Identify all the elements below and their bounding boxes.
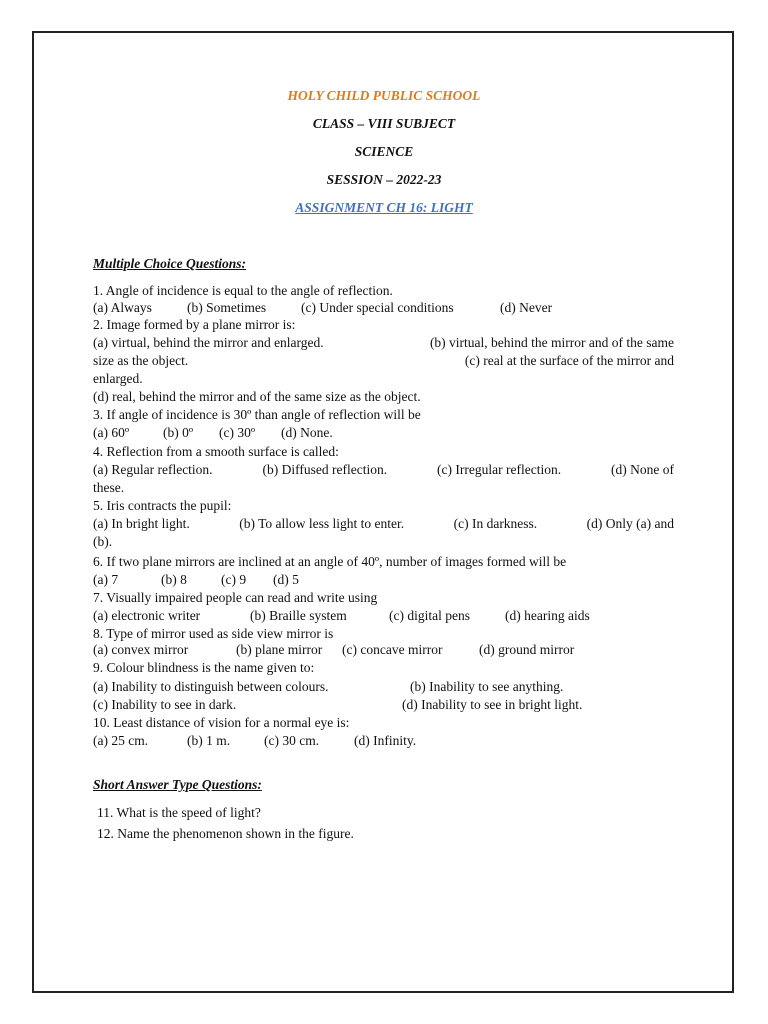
question-9: 9. Colour blindness is the name given to: bbox=[93, 660, 315, 675]
q1-option-a: (a) Always bbox=[93, 300, 152, 315]
q3-option-a: (a) 60º bbox=[93, 425, 130, 440]
q7-option-d: (d) hearing aids bbox=[505, 608, 590, 623]
q8-option-a: (a) convex mirror bbox=[93, 642, 189, 657]
q4-option-a: (a) Regular reflection. bbox=[93, 462, 213, 477]
school-name: HOLY CHILD PUBLIC SCHOOL bbox=[287, 88, 481, 103]
q5-option-d-cont: (b). bbox=[93, 534, 113, 549]
q3-option-b: (b) 0º bbox=[163, 425, 194, 440]
q4-option-d: (d) None of bbox=[611, 462, 674, 477]
q8-option-b: (b) plane mirror bbox=[236, 642, 323, 657]
q8-option-c: (c) concave mirror bbox=[342, 642, 443, 657]
q6-option-c: (c) 9 bbox=[221, 572, 247, 587]
q7-option-a: (a) electronic writer bbox=[93, 608, 201, 623]
q10-option-a: (a) 25 cm. bbox=[93, 733, 149, 748]
q10-option-d: (d) Infinity. bbox=[354, 733, 417, 748]
q7-option-c: (c) digital pens bbox=[389, 608, 470, 623]
question-7: 7. Visually impaired people can read and write using bbox=[93, 590, 378, 605]
question-5: 5. Iris contracts the pupil: bbox=[93, 498, 232, 513]
q4-options bbox=[93, 461, 674, 479]
class-subject: CLASS – VIII SUBJECT bbox=[312, 116, 456, 131]
question-6: 6. If two plane mirrors are inclined at an angle of 40º, number of images formed will be bbox=[93, 554, 567, 569]
q2-line-1 bbox=[93, 334, 674, 352]
mcq-heading: Multiple Choice Questions: bbox=[93, 256, 247, 271]
question-4: 4. Reflection from a smooth surface is called: bbox=[93, 444, 339, 459]
q2-option-b-cont: size as the object. bbox=[93, 353, 189, 368]
q9-option-c: (c) Inability to see in dark. bbox=[93, 697, 237, 712]
subject: SCIENCE bbox=[354, 144, 414, 159]
q5-option-b: (b) To allow less light to enter. bbox=[239, 516, 405, 531]
q2-option-a: (a) virtual, behind the mirror and enlarged. bbox=[93, 335, 324, 350]
q5-option-d: (d) Only (a) and bbox=[586, 516, 674, 531]
q9-option-d: (d) Inability to see in bright light. bbox=[402, 697, 583, 712]
q9-option-b: (b) Inability to see anything. bbox=[410, 679, 564, 694]
q2-option-d: (d) real, behind the mirror and of the same size as the object. bbox=[93, 389, 421, 404]
q2-option-c: (c) real at the surface of the mirror and bbox=[464, 353, 674, 368]
q3-option-d: (d) None. bbox=[281, 425, 333, 440]
session: SESSION – 2022-23 bbox=[326, 172, 442, 187]
q4-option-d-cont: these. bbox=[93, 480, 125, 495]
q5-options bbox=[93, 515, 674, 533]
q4-option-b: (b) Diffused reflection. bbox=[262, 462, 388, 477]
q1-option-b: (b) Sometimes bbox=[187, 300, 267, 315]
question-12: 12. Name the phenomenon shown in the figure. bbox=[97, 826, 354, 841]
question-11: 11. What is the speed of light? bbox=[97, 805, 261, 820]
q6-option-d: (d) 5 bbox=[273, 572, 299, 587]
q6-option-b: (b) 8 bbox=[161, 572, 187, 587]
q2-option-b: (b) virtual, behind the mirror and of the same bbox=[429, 335, 674, 350]
q2-line-2 bbox=[93, 352, 674, 370]
assignment-title: ASSIGNMENT CH 16: LIGHT bbox=[295, 200, 473, 215]
q10-option-b: (b) 1 m. bbox=[187, 733, 231, 748]
question-8: 8. Type of mirror used as side view mirror is bbox=[93, 626, 334, 641]
q1-option-d: (d) Never bbox=[500, 300, 553, 315]
q5-option-c: (c) In darkness. bbox=[453, 516, 538, 531]
question-10: 10. Least distance of vision for a normal eye is: bbox=[93, 715, 350, 730]
q8-option-d: (d) ground mirror bbox=[479, 642, 575, 657]
q6-option-a: (a) 7 bbox=[93, 572, 119, 587]
question-3: 3. If angle of incidence is 30º than angle of reflection will be bbox=[93, 407, 421, 422]
saq-heading: Short Answer Type Questions: bbox=[93, 777, 262, 792]
question-1: 1. Angle of incidence is equal to the angle of reflection. bbox=[93, 283, 393, 298]
q9-option-a: (a) Inability to distinguish between colours. bbox=[93, 679, 329, 694]
question-2: 2. Image formed by a plane mirror is: bbox=[93, 317, 296, 332]
q5-option-a: (a) In bright light. bbox=[93, 516, 190, 531]
q1-option-c: (c) Under special conditions bbox=[301, 300, 454, 315]
q2-option-c-cont: enlarged. bbox=[93, 371, 143, 386]
q7-option-b: (b) Braille system bbox=[250, 608, 347, 623]
q4-option-c: (c) Irregular reflection. bbox=[437, 462, 562, 477]
q10-option-c: (c) 30 cm. bbox=[264, 733, 320, 748]
q3-option-c: (c) 30º bbox=[219, 425, 256, 440]
